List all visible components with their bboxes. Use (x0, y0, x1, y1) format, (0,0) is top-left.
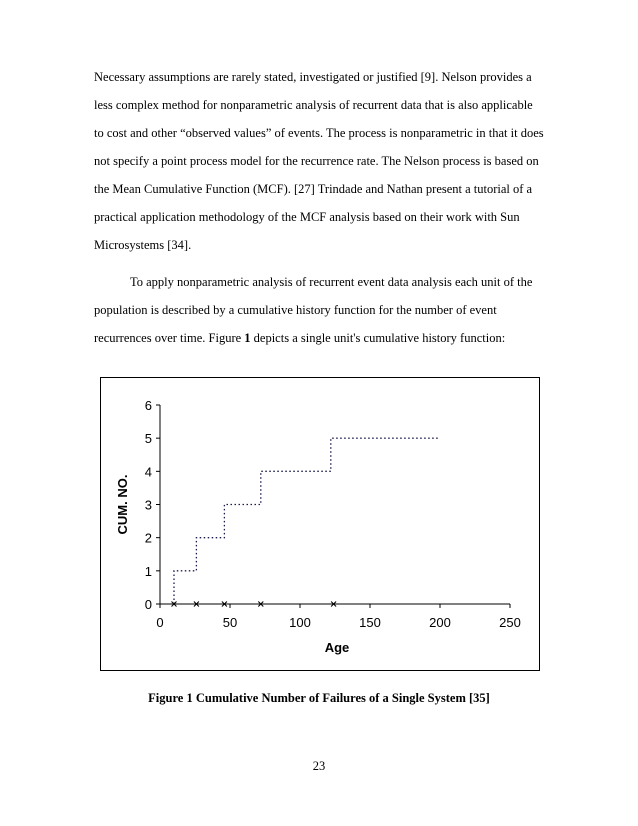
paragraph-2-line-1: To apply nonparametric analysis of recurrent event data analysis each unit of the (130, 275, 533, 289)
figure-reference: 1 (244, 331, 251, 345)
y-tick-label-4: 4 (144, 464, 152, 480)
paragraph-2-line-3-start: recurrences over time. Figure (94, 331, 245, 345)
x-tick-label-2: 100 (289, 615, 311, 630)
paragraph-1-line-5: the Mean Cumulative Function (MCF). [27] Trindade and Nathan present a tutorial of a (94, 182, 533, 196)
paragraph-1-line-4: not specify a point process model for the recurrence rate. The Nelson process is based on (94, 154, 539, 168)
x-tick-label-0: 0 (156, 615, 164, 630)
figure-caption: Figure 1 Cumulative Number of Failures of a Single System [35] (148, 691, 490, 705)
paragraph-1-line-7: Microsystems [34]. (94, 238, 192, 252)
chart-axes (160, 405, 510, 604)
page-number: 23 (312, 759, 326, 773)
y-tick-label-1: 1 (144, 563, 152, 579)
x-axis-title: Age (324, 640, 350, 655)
y-tick-label-0: 0 (144, 597, 152, 612)
y-tick-label-2: 2 (144, 530, 152, 546)
paragraph-1-line-6: practical application methodology of the MCF analysis based on their work with Sun (94, 210, 520, 224)
y-axis-title: CUM. NO. (115, 474, 130, 535)
paragraph-1-line-2: less complex method for nonparametric analysis of recurrent data that is also applicable (94, 98, 533, 112)
y-tick-label-3: 3 (144, 497, 152, 513)
paragraph-2-line-3-end: depicts a single unit's cumulative history function: (250, 331, 506, 345)
chart-ticks (145, 398, 521, 630)
y-tick-label-5: 5 (144, 431, 152, 447)
x-tick-label-3: 150 (359, 615, 381, 630)
paragraph-2-line-2: population is described by a cumulative history function for the number of event (94, 303, 497, 317)
x-tick-label-5: 250 (499, 615, 521, 630)
step-series-line (174, 438, 440, 604)
chart-series (172, 438, 441, 606)
x-tick-label-4: 200 (429, 615, 451, 630)
y-tick-label-6: 6 (144, 398, 152, 413)
paragraph-1-line-1: Necessary assumptions are rarely stated, investigated or justified [9]. Nelson provides a (94, 70, 532, 84)
chart-svg (101, 378, 539, 670)
paragraph-2-line-3 (94, 331, 505, 346)
paragraph-1-line-3: to cost and other “observed values” of events. The process is nonparametric in that it does (94, 126, 544, 140)
x-tick-label-1: 50 (222, 615, 238, 630)
figure-1-chart (100, 377, 540, 671)
